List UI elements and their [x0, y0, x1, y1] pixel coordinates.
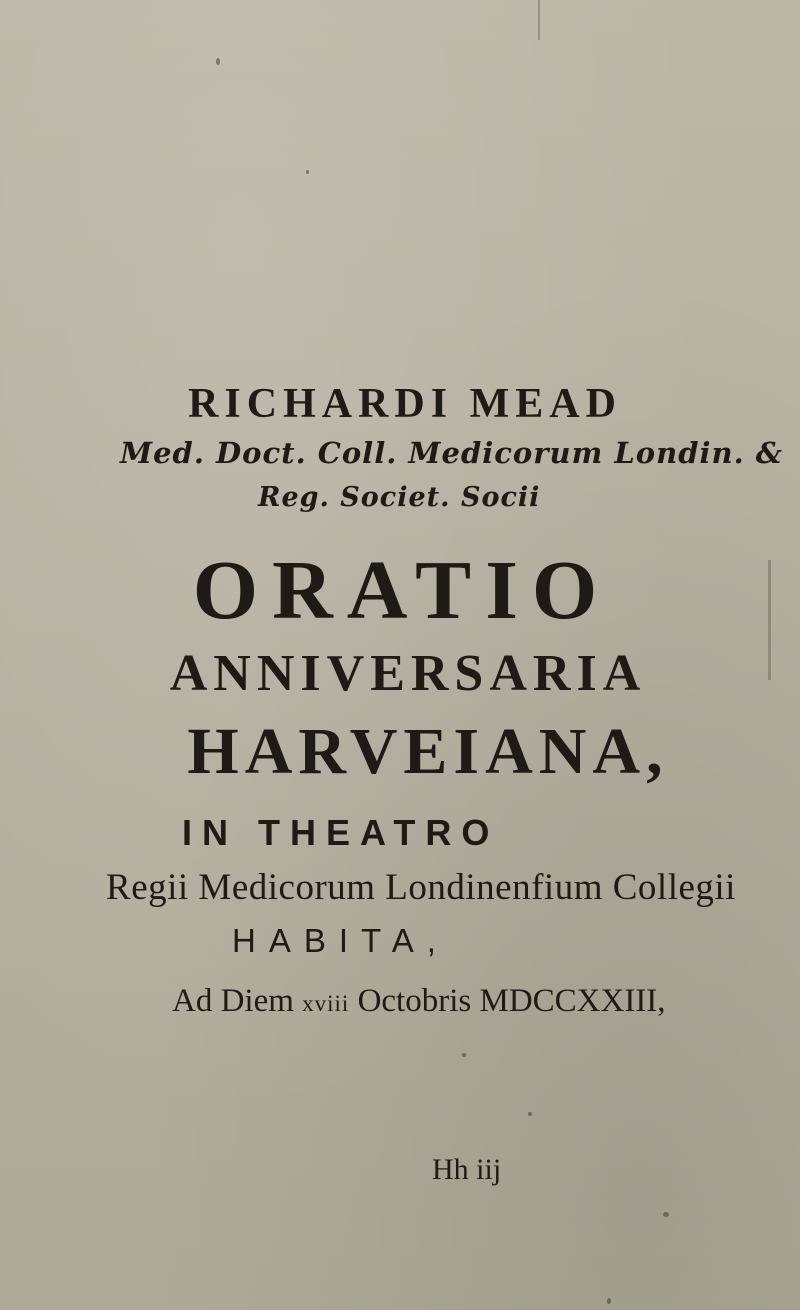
author-titles-line-2: Reg. Societ. Socii [258, 482, 541, 513]
author-titles-line-1: Med. Doct. Coll. Medicorum Londin. & [120, 436, 783, 470]
title-anniversaria: ANNIVERSARIA [169, 645, 647, 702]
paper-speck [663, 1212, 669, 1217]
venue-college: Regii Medicorum Londinenfium Collegii [106, 867, 736, 908]
title-harveiana: HARVEIANA, [187, 715, 669, 788]
title-oratio: ORATIO [192, 544, 612, 637]
paper-speck [528, 1112, 532, 1116]
author-name: RICHARDI MEAD [188, 381, 622, 427]
date-day: xviii [302, 991, 350, 1016]
habita-line: HABITA, [232, 922, 449, 959]
date-prefix: Ad Diem [172, 983, 294, 1019]
printer-signature-mark: Hh iij [432, 1153, 502, 1186]
paper-speck [462, 1053, 466, 1057]
paper-speck [216, 58, 220, 65]
date-suffix: Octobris MDCCXXIII, [357, 983, 666, 1019]
venue-heading: IN THEATRO [182, 812, 500, 853]
paper-speck [306, 170, 309, 174]
paper-crease [538, 0, 540, 40]
paper-speck [607, 1298, 611, 1304]
date-line [172, 983, 772, 1020]
